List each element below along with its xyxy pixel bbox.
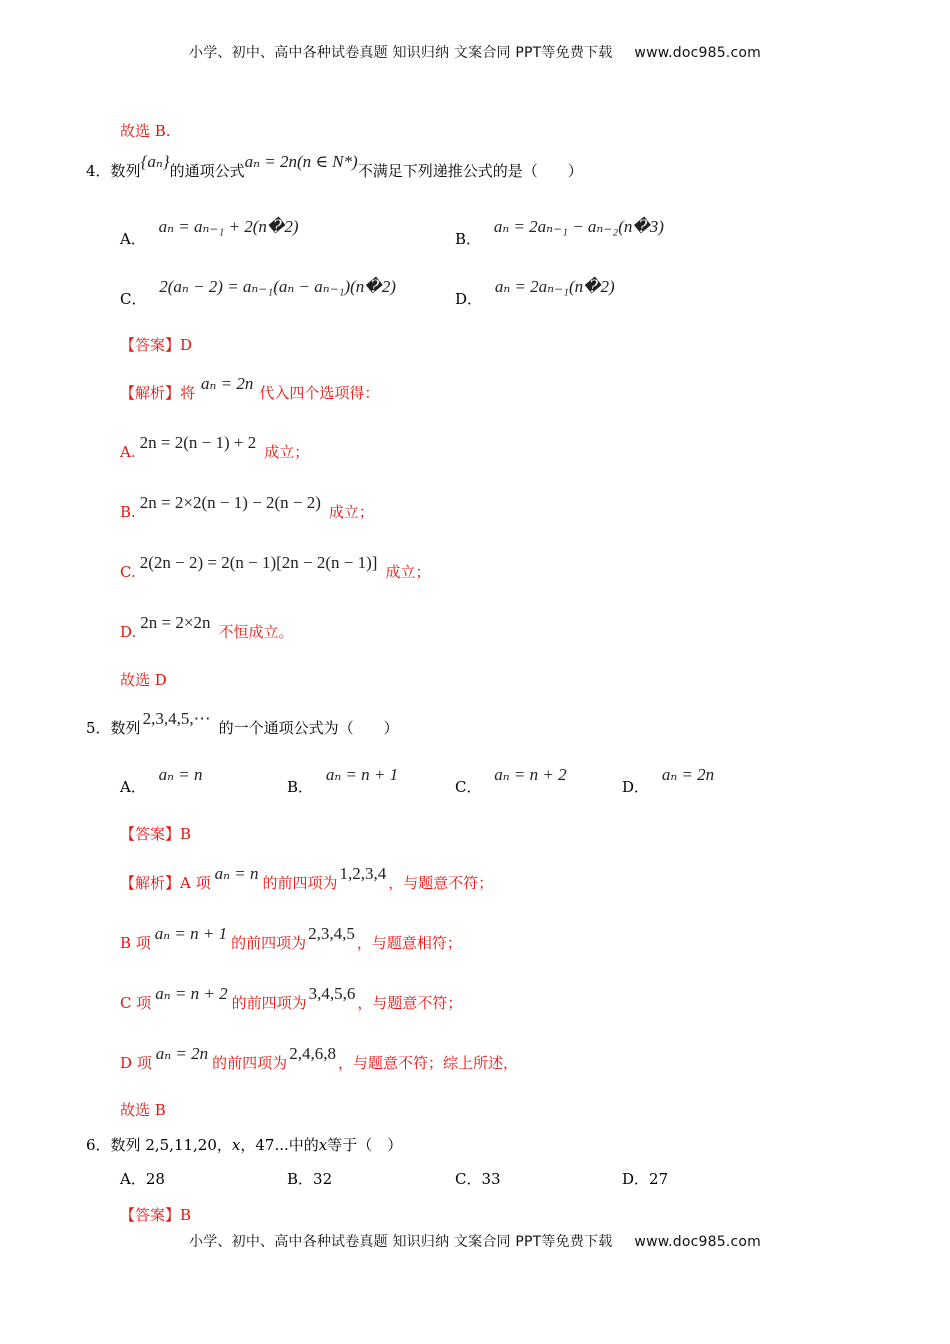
q6-number: 6．: [86, 1136, 111, 1154]
q4-step-d-result: 不恒成立。: [218, 623, 294, 641]
q4-pre: 数列: [110, 162, 141, 180]
q4-conclusion: 故选 D: [120, 671, 167, 689]
q5-option-c-formula: aₙ = n + 2: [494, 765, 567, 784]
q4-step-c: [120, 553, 431, 582]
q5-option-a-formula: aₙ = n: [158, 765, 203, 784]
q4-step-b-result: 成立；: [328, 503, 374, 521]
q6-option-d-label: D．: [622, 1170, 650, 1188]
q4-step-c-result: 成立；: [385, 563, 431, 581]
q5-option-d-formula: aₙ = 2n: [661, 765, 715, 784]
q4-step-c-label: C.: [120, 563, 136, 581]
q4-step-d-label: D.: [120, 623, 137, 641]
q4-step-c-formula: 2(2n − 2) = 2(n − 1)[2n − 2(n − 1)]: [139, 553, 378, 572]
q4-analysis: [120, 374, 380, 403]
q6-option-c[interactable]: [455, 1168, 501, 1189]
q5-step-b-terms: 2,3,4,5: [308, 924, 355, 943]
q6-option-c-value: 33: [481, 1170, 501, 1188]
q4-formula: aₙ = 2n(n ∈ N*): [244, 152, 358, 171]
q4-option-c-formula: 2(aₙ − 2) = aₙ₋₁(aₙ − aₙ₋₁)(n�2): [159, 277, 396, 296]
footer-text: 小学、初中、高中各种试卷真题 知识归纳 文案合同 PPT等免费下载: [189, 1234, 613, 1250]
q5-step-a: [120, 864, 494, 893]
q5-option-c-label: C．: [455, 778, 482, 796]
q5-step-b-result: ，与题意相符；: [356, 934, 462, 952]
q5-option-b-label: B．: [287, 778, 314, 796]
q4-answer-tag: 【答案】: [120, 336, 181, 354]
q4-step-d-formula: 2n = 2×2n: [140, 613, 211, 632]
q6-var-2: x: [318, 1136, 328, 1154]
q4-analysis-tag: 【解析】: [120, 384, 181, 402]
q6-option-b-label: B．: [287, 1170, 314, 1188]
q6-option-c-label: C．: [455, 1170, 482, 1188]
q4-mid: 的通项公式: [169, 162, 245, 180]
q5-option-d-label: D．: [622, 778, 650, 796]
q5-number: 5．: [86, 719, 111, 737]
q5-option-c[interactable]: [455, 764, 567, 796]
q5-pre: 数列: [110, 719, 141, 737]
q6-stem-1: 数列 2,5,11,20，: [110, 1136, 232, 1154]
q4-answer-value: D: [180, 336, 193, 354]
q4-answer: [120, 334, 192, 355]
q6-answer-value: B: [180, 1206, 192, 1224]
footer-site[interactable]: www.doc985.com: [634, 1234, 761, 1250]
prev-conclusion: 故选 B.: [120, 122, 171, 140]
q4-stem: [86, 152, 583, 181]
q5-step-c-result: ，与题意不符；: [357, 994, 463, 1012]
q5-conclusion: 故选 B: [120, 1101, 166, 1119]
q6-option-b-value: 32: [313, 1170, 333, 1188]
q5-step-a-terms: 1,2,3,4: [339, 864, 387, 883]
page-footer: [0, 1231, 950, 1251]
q4-option-a[interactable]: [120, 216, 299, 248]
q4-post: 不满足下列递推公式的是（ ）: [357, 162, 583, 180]
q5-step-a-result: ，与题意不符；: [388, 874, 494, 892]
q5-step-b: [120, 924, 462, 953]
q5-step-d-label: D 项: [120, 1054, 152, 1072]
q6-option-d-value: 27: [649, 1170, 669, 1188]
q5-answer-tag: 【答案】: [120, 825, 181, 843]
q4-option-c[interactable]: [120, 276, 396, 308]
header-site[interactable]: www.doc985.com: [634, 45, 761, 61]
q5-step-c-terms: 3,4,5,6: [308, 984, 356, 1003]
q4-seq: {aₙ}: [140, 152, 170, 171]
q5-option-b-formula: aₙ = n + 1: [325, 765, 399, 784]
q5-option-b[interactable]: [287, 764, 399, 796]
q5-step-a-mid: 的前四项为: [262, 874, 338, 892]
q4-step-a-label: A.: [120, 443, 136, 461]
q4-option-b-formula: aₙ = 2aₙ₋₁ − aₙ₋₂(n�3): [493, 217, 664, 236]
q5-option-a-label: A．: [120, 778, 146, 796]
q5-step-d-mid: 的前四项为: [212, 1054, 288, 1072]
q5-step-d-result: ，与题意不符；综上所述，: [337, 1054, 518, 1072]
q4-step-a-result: 成立；: [264, 443, 310, 461]
q5-option-a[interactable]: [120, 764, 203, 796]
q5-analysis-tag: 【解析】: [120, 874, 181, 892]
q6-option-a-label: A．: [120, 1170, 146, 1188]
q6-option-d[interactable]: [622, 1168, 668, 1189]
q5-post: 的一个通项公式为（ ）: [218, 719, 399, 737]
q5-answer: [120, 823, 191, 844]
q5-seq: 2,3,4,5,⋯: [142, 709, 211, 728]
q5-step-b-mid: 的前四项为: [231, 934, 307, 952]
q4-option-a-label: A．: [120, 230, 146, 248]
q4-step-b-formula: 2n = 2×2(n − 1) − 2(n − 2): [139, 493, 321, 512]
q6-answer-tag: 【答案】: [120, 1206, 181, 1224]
q5-step-c: [120, 984, 463, 1013]
q4-option-b-label: B．: [455, 230, 482, 248]
page-header: [0, 42, 950, 62]
q4-step-d: [120, 613, 294, 642]
q6-option-b[interactable]: [287, 1168, 332, 1189]
q5-step-a-formula: aₙ = n: [214, 864, 259, 883]
q6-var: x: [231, 1136, 241, 1154]
q4-option-b[interactable]: [455, 216, 664, 248]
q5-step-b-label: B 项: [120, 934, 151, 952]
q4-analysis-post: 代入四个选项得：: [259, 384, 380, 402]
q5-step-b-formula: aₙ = n + 1: [154, 924, 228, 943]
q4-step-b-label: B.: [120, 503, 136, 521]
q4-option-d-formula: aₙ = 2aₙ₋₁(n�2): [494, 277, 615, 296]
q5-step-d: [120, 1044, 518, 1073]
q4-analysis-formula: aₙ = 2n: [201, 374, 254, 393]
q4-option-d[interactable]: [455, 276, 615, 308]
q6-option-a-value: 28: [145, 1170, 165, 1188]
q5-stem: [86, 709, 399, 738]
q6-stem-2: ，47...中的: [240, 1136, 319, 1154]
q4-option-c-label: C．: [120, 290, 147, 308]
q6-answer: [120, 1204, 191, 1225]
q4-step-a: [120, 433, 310, 462]
q5-step-c-formula: aₙ = n + 2: [155, 984, 228, 1003]
q4-step-b: [120, 493, 374, 522]
q5-step-a-label: A 项: [180, 874, 211, 892]
q5-step-c-label: C 项: [120, 994, 152, 1012]
q5-step-d-terms: 2,4,6,8: [289, 1044, 336, 1063]
q4-number: 4．: [86, 162, 111, 180]
q5-step-c-mid: 的前四项为: [231, 994, 307, 1012]
q6-stem-3: 等于（ ）: [327, 1136, 403, 1154]
q4-option-a-formula: aₙ = aₙ₋₁ + 2(n�2): [158, 217, 299, 236]
q4-option-d-label: D．: [455, 290, 483, 308]
header-text: 小学、初中、高中各种试卷真题 知识归纳 文案合同 PPT等免费下载: [189, 45, 613, 61]
q6-option-a[interactable]: [120, 1168, 165, 1189]
q4-step-a-formula: 2n = 2(n − 1) + 2: [139, 433, 257, 452]
q4-analysis-pre: 将: [180, 384, 196, 402]
q5-step-d-formula: aₙ = 2n: [155, 1044, 209, 1063]
q5-option-d[interactable]: [622, 764, 715, 796]
q6-stem: [86, 1134, 402, 1155]
q5-answer-value: B: [180, 825, 192, 843]
